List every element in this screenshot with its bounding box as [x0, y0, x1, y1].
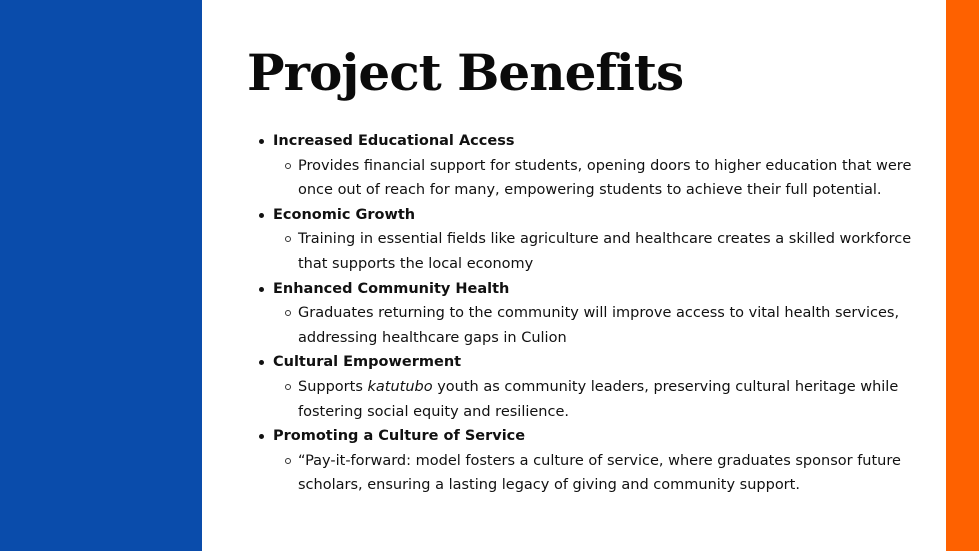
- benefit-detail-text: Training in essential fields like agriculture and healthcare creates a skilled workforce that supports the local economy: [298, 231, 912, 272]
- hollow-bullet-icon: [285, 458, 291, 464]
- slide-title: Project Benefits: [247, 43, 684, 102]
- detail-emphasis-text: katutubo: [367, 378, 433, 395]
- bullet-icon: [259, 139, 264, 144]
- hollow-bullet-icon: [285, 310, 291, 316]
- detail-text-after: youth as community leaders, preserving cultural heritage while fostering social equity and resilience.: [298, 378, 899, 420]
- benefit-detail: [273, 301, 928, 350]
- benefit-heading: Enhanced Community Health: [273, 280, 510, 297]
- bullet-icon: [259, 434, 264, 439]
- benefit-heading: Cultural Empowerment: [273, 354, 462, 371]
- detail-text-before: Supports: [298, 378, 368, 395]
- benefit-detail: [273, 227, 928, 276]
- benefit-item-culture-of-service: [258, 424, 928, 498]
- benefit-item-cultural-empowerment: [258, 350, 928, 424]
- benefit-detail-text: [298, 379, 898, 420]
- benefit-detail-text: Graduates returning to the community will improve access to vital health services, addressing healthcare gaps in Culion: [298, 305, 900, 346]
- benefit-item-community-health: [258, 277, 928, 351]
- benefit-detail: [273, 449, 928, 498]
- benefit-heading: Economic Growth: [273, 206, 416, 223]
- right-color-band: [946, 0, 979, 551]
- bullet-icon: [259, 287, 264, 292]
- benefit-detail-text: Provides financial support for students, opening doors to higher education that were once out of reach for many, empowering students to achieve their full potential.: [298, 157, 912, 199]
- benefit-detail-text: “Pay-it-forward: model fosters a culture of service, where graduates sponsor future scholars, ensuring a lasting legacy of giving and community support.: [298, 452, 901, 494]
- hollow-bullet-icon: [285, 163, 291, 169]
- benefit-item-economic-growth: [258, 203, 928, 277]
- left-color-band: [0, 0, 202, 551]
- hollow-bullet-icon: [285, 236, 291, 242]
- benefit-detail: [273, 375, 928, 424]
- bullet-icon: [259, 213, 264, 218]
- benefits-list: [258, 129, 928, 498]
- benefit-heading: Promoting a Culture of Service: [273, 428, 526, 445]
- benefit-item-educational-access: [258, 129, 928, 203]
- bullet-icon: [259, 360, 264, 365]
- benefit-detail: [273, 154, 928, 203]
- hollow-bullet-icon: [285, 384, 291, 390]
- benefit-heading: Increased Educational Access: [273, 133, 515, 149]
